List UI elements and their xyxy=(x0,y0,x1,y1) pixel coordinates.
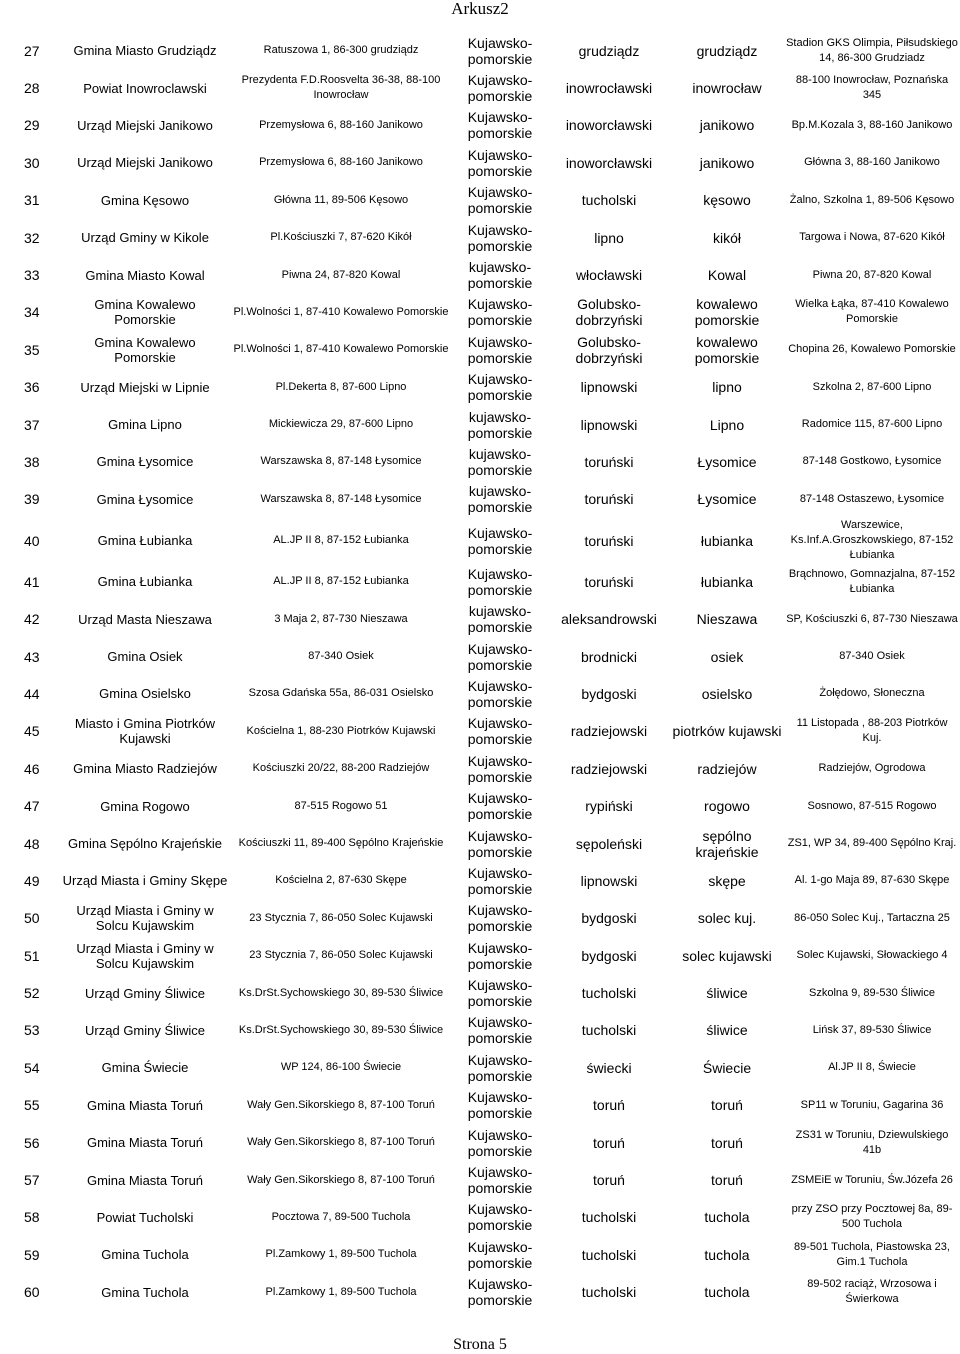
row-number-cell: 33 xyxy=(24,267,40,284)
location-cell: Piwna 20, 87-820 Kowal xyxy=(812,268,932,281)
county-cell: bydgoski xyxy=(581,685,637,702)
row-number-cell: 44 xyxy=(24,685,40,702)
entity-name-cell: Gmina Rogowo xyxy=(100,798,190,814)
table-row xyxy=(22,369,960,406)
voivodeship-cell: Kujawsko-pomorskie xyxy=(467,565,533,598)
location-cell: SP11 w Toruniu, Gagarina 36 xyxy=(800,1098,944,1111)
voivodeship-cell: Kujawsko-pomorskie xyxy=(467,1201,533,1234)
voivodeship-cell: Kujawsko-pomorskie xyxy=(467,1164,533,1197)
voivodeship-cell: Kujawsko-pomorskie xyxy=(467,333,533,366)
row-number-cell: 40 xyxy=(24,532,40,549)
entity-name-cell: Gmina Miasto Kowal xyxy=(85,267,205,283)
entity-name-cell: Powiat Inowroclawski xyxy=(83,80,207,96)
table-row xyxy=(22,638,960,675)
row-number-cell: 48 xyxy=(24,835,40,852)
table-row xyxy=(22,787,960,824)
entity-address-cell: 87-340 Osiek xyxy=(308,650,374,663)
row-number-cell: 49 xyxy=(24,872,40,889)
commune-cell: sępólno krajeńskie xyxy=(695,827,759,860)
entity-address-cell: Pl.Wolności 1, 87-410 Kowalewo Pomorskie xyxy=(233,305,449,318)
entity-address-cell: Pocztowa 7, 89-500 Tuchola xyxy=(271,1210,411,1223)
row-number-cell: 58 xyxy=(24,1209,40,1226)
county-cell: włocławski xyxy=(575,267,643,284)
entity-name-cell: Gmina Miasta Toruń xyxy=(86,1097,204,1113)
entity-name-cell: Urząd Miejski Janikowo xyxy=(77,117,213,133)
entity-address-cell: Kościelna 1, 88-230 Piotrków Kujawski xyxy=(246,724,436,737)
commune-cell: janikowo xyxy=(699,117,755,134)
entity-name-cell: Urząd Miejski w Lipnie xyxy=(80,379,210,395)
table-row xyxy=(22,294,960,331)
entity-name-cell: Urząd Miejski Janikowo xyxy=(77,155,213,171)
county-cell: aleksandrowski xyxy=(561,611,657,628)
county-cell: toruń xyxy=(593,1172,625,1189)
county-cell: tucholski xyxy=(581,192,637,209)
row-number-cell: 34 xyxy=(24,304,40,321)
location-cell: 88-100 Inowrocław, Poznańska 345 xyxy=(795,74,949,102)
county-cell: Golubsko-dobrzyński xyxy=(575,296,643,329)
data-table xyxy=(22,32,960,1311)
entity-name-cell: Urząd Miasta i Gminy Skępe xyxy=(62,873,228,889)
commune-cell: toruń xyxy=(711,1134,743,1151)
entity-name-cell: Gmina Tuchola xyxy=(101,1247,189,1263)
location-cell: 86-050 Solec Kuj., Tartaczna 25 xyxy=(794,911,950,924)
location-cell: Lińsk 37, 89-530 Śliwice xyxy=(812,1023,932,1036)
voivodeship-cell: Kujawsko-pomorskie xyxy=(467,1238,533,1271)
county-cell: inowrocławski xyxy=(565,80,653,97)
commune-cell: lipno xyxy=(712,379,742,396)
location-cell: Radomice 115, 87-600 Lipno xyxy=(801,418,943,431)
voivodeship-cell: Kujawsko-pomorskie xyxy=(467,1051,533,1084)
voivodeship-cell: Kujawsko-pomorskie xyxy=(467,715,533,748)
county-cell: radziejowski xyxy=(570,760,648,777)
row-number-cell: 54 xyxy=(24,1059,40,1076)
entity-address-cell: Kościuszki 11, 89-400 Sępólno Krajeńskie xyxy=(238,837,444,849)
county-cell: Golubsko-dobrzyński xyxy=(575,333,643,366)
voivodeship-cell: Kujawsko-pomorskie xyxy=(467,902,533,935)
county-cell: tucholski xyxy=(581,1246,637,1263)
table-row xyxy=(22,900,960,937)
table-row xyxy=(22,713,960,750)
voivodeship-cell: Kujawsko-pomorskie xyxy=(467,524,533,557)
voivodeship-cell: kujawsko-pomorskie xyxy=(467,483,533,516)
commune-cell: grudziądz xyxy=(696,42,758,59)
entity-name-cell: Gmina Miasta Toruń xyxy=(86,1172,204,1188)
location-cell: ZS1, WP 34, 89-400 Sępólno Kraj. xyxy=(787,837,957,849)
location-cell: 89-501 Tuchola, Piastowska 23, Gim.1 Tuchola xyxy=(794,1240,950,1268)
county-cell: tucholski xyxy=(581,1284,637,1301)
commune-cell: śliwice xyxy=(706,1022,748,1039)
voivodeship-cell: Kujawsko-pomorskie xyxy=(467,827,533,860)
location-cell: 87-148 Gostkowo, Łysomice xyxy=(802,455,942,468)
table-row xyxy=(22,974,960,1011)
voivodeship-cell: Kujawsko-pomorskie xyxy=(467,184,533,217)
row-number-cell: 55 xyxy=(24,1097,40,1114)
location-cell: 11 Listopada , 88-203 Piotrków Kuj. xyxy=(796,717,948,745)
table-row xyxy=(22,600,960,637)
voivodeship-cell: Kujawsko-pomorskie xyxy=(467,146,533,179)
table-row xyxy=(22,518,960,563)
voivodeship-cell: Kujawsko-pomorskie xyxy=(467,1089,533,1122)
table-row xyxy=(22,406,960,443)
row-number-cell: 52 xyxy=(24,985,40,1002)
entity-address-cell: 87-515 Rogowo 51 xyxy=(294,799,388,812)
row-number-cell: 27 xyxy=(24,42,40,59)
location-cell: Szkolna 9, 89-530 Śliwice xyxy=(809,986,935,999)
commune-cell: Świecie xyxy=(702,1059,752,1076)
commune-cell: osiek xyxy=(710,648,744,665)
entity-address-cell: Przemysłowa 6, 88-160 Janikowo xyxy=(259,118,423,131)
commune-cell: solec kuj. xyxy=(697,910,757,927)
location-cell: przy ZSO przy Pocztowej 8a, 89-500 Tuchola xyxy=(791,1203,953,1231)
entity-name-cell: Gmina Lipno xyxy=(108,417,182,433)
entity-name-cell: Gmina Łysomice xyxy=(96,454,194,470)
location-cell: Chopina 26, Kowalewo Pomorskie xyxy=(788,343,956,356)
entity-address-cell: Pl.Wolności 1, 87-410 Kowalewo Pomorskie xyxy=(233,343,449,356)
commune-cell: Nieszawa xyxy=(696,611,758,628)
row-number-cell: 42 xyxy=(24,611,40,628)
entity-name-cell: Urząd Gminy Śliwice xyxy=(85,1022,205,1038)
row-number-cell: 43 xyxy=(24,648,40,665)
table-row xyxy=(22,1161,960,1198)
row-number-cell: 53 xyxy=(24,1022,40,1039)
row-number-cell: 36 xyxy=(24,379,40,396)
entity-name-cell: Urząd Miasta i Gminy w Solcu Kujawskim xyxy=(76,940,214,971)
commune-cell: solec kujawski xyxy=(682,947,772,964)
table-row xyxy=(22,675,960,712)
commune-cell: kęsowo xyxy=(703,192,751,209)
table-row xyxy=(22,32,960,69)
entity-name-cell: Urząd Gminy w Kikole xyxy=(81,230,209,246)
county-cell: brodnicki xyxy=(580,648,638,665)
location-cell: Żalno, Szkolna 1, 89-506 Kęsowo xyxy=(789,193,955,206)
commune-cell: śliwice xyxy=(706,985,748,1002)
table-row xyxy=(22,144,960,181)
location-cell: Wielka Łąka, 87-410 Kowalewo Pomorskie xyxy=(795,298,949,326)
commune-cell: kowalewo pomorskie xyxy=(694,333,760,366)
table-row xyxy=(22,825,960,862)
entity-address-cell: Pl.Kościuszki 7, 87-620 Kikół xyxy=(270,231,412,244)
commune-cell: łubianka xyxy=(700,532,754,549)
entity-name-cell: Powiat Tucholski xyxy=(96,1209,194,1225)
county-cell: lipno xyxy=(594,229,624,246)
location-cell: Stadion GKS Olimpia, Piłsudskiego 14, 86-300 Grudziadz xyxy=(786,36,958,64)
voivodeship-cell: kujawsko-pomorskie xyxy=(467,408,533,441)
entity-name-cell: Gmina Miasto Radziejów xyxy=(73,761,217,777)
entity-address-cell: Pl.Dekerta 8, 87-600 Lipno xyxy=(275,380,407,393)
table-row xyxy=(22,107,960,144)
row-number-cell: 28 xyxy=(24,80,40,97)
location-cell: ZS31 w Toruniu, Dziewulskiego 41b xyxy=(795,1128,949,1156)
entity-address-cell: 23 Stycznia 7, 86-050 Solec Kujawski xyxy=(249,949,433,962)
entity-address-cell: Warszawska 8, 87-148 Łysomice xyxy=(260,455,422,468)
location-cell: Radziejów, Ogrodowa xyxy=(818,762,926,775)
county-cell: lipnowski xyxy=(580,872,638,889)
county-cell: sępoleński xyxy=(575,835,643,852)
table-row xyxy=(22,563,960,600)
table-row xyxy=(22,1087,960,1124)
entity-address-cell: Główna 11, 89-506 Kęsowo xyxy=(273,193,409,206)
entity-address-cell: Pl.Zamkowy 1, 89-500 Tuchola xyxy=(265,1248,417,1261)
location-cell: 89-502 raciąż, Wrzosowa i Świerkowa xyxy=(807,1278,937,1306)
entity-name-cell: Urząd Gminy Śliwice xyxy=(85,985,205,1001)
entity-address-cell: AL.JP II 8, 87-152 Łubianka xyxy=(273,575,409,588)
row-number-cell: 46 xyxy=(24,760,40,777)
voivodeship-cell: Kujawsko-pomorskie xyxy=(467,790,533,823)
commune-cell: inowrocław xyxy=(692,80,762,97)
table-row xyxy=(22,862,960,899)
county-cell: toruński xyxy=(584,573,634,590)
entity-name-cell: Gmina Kowalewo Pomorskie xyxy=(94,334,196,365)
row-number-cell: 59 xyxy=(24,1246,40,1263)
entity-name-cell: Gmina Osiek xyxy=(107,649,183,665)
location-cell: Warszewice, Ks.Inf.A.Groszkowskiego, 87-152 Łubianka xyxy=(790,519,954,562)
entity-address-cell: Pl.Zamkowy 1, 89-500 Tuchola xyxy=(265,1285,417,1298)
location-cell: ZSMEiE w Toruniu, Św.Józefa 26 xyxy=(791,1173,953,1186)
voivodeship-cell: Kujawsko-pomorskie xyxy=(467,939,533,972)
entity-address-cell: Mickiewicza 29, 87-600 Lipno xyxy=(268,418,414,431)
voivodeship-cell: Kujawsko-pomorskie xyxy=(467,371,533,404)
table-row xyxy=(22,937,960,974)
commune-cell: Łysomice xyxy=(697,453,757,470)
commune-cell: Kowal xyxy=(707,267,747,284)
commune-cell: toruń xyxy=(711,1172,743,1189)
row-number-cell: 56 xyxy=(24,1134,40,1151)
entity-address-cell: Ks.DrSt.Sychowskiego 30, 89-530 Śliwice xyxy=(238,986,444,999)
location-cell: Bp.M.Kozala 3, 88-160 Janikowo xyxy=(791,118,953,131)
commune-cell: radziejów xyxy=(697,760,757,777)
voivodeship-cell: Kujawsko-pomorskie xyxy=(467,1276,533,1309)
voivodeship-cell: kujawsko-pomorskie xyxy=(467,603,533,636)
location-cell: SP, Kościuszki 6, 87-730 Nieszawa xyxy=(786,612,958,625)
voivodeship-cell: kujawsko-pomorskie xyxy=(467,259,533,292)
commune-cell: tuchola xyxy=(704,1284,750,1301)
location-cell: Sosnowo, 87-515 Rogowo xyxy=(807,799,937,812)
entity-address-cell: Ks.DrSt.Sychowskiego 30, 89-530 Śliwice xyxy=(238,1023,444,1036)
commune-cell: piotrków kujawski xyxy=(672,723,782,740)
county-cell: tucholski xyxy=(581,1022,637,1039)
county-cell: toruński xyxy=(584,532,634,549)
county-cell: inoworcławski xyxy=(565,117,653,134)
entity-name-cell: Urząd Miasta i Gminy w Solcu Kujawskim xyxy=(76,903,214,934)
table-row xyxy=(22,1236,960,1273)
voivodeship-cell: Kujawsko-pomorskie xyxy=(467,1014,533,1047)
entity-address-cell: Kościelna 2, 87-630 Skępe xyxy=(275,874,407,887)
row-number-cell: 39 xyxy=(24,491,40,508)
entity-name-cell: Gmina Łubianka xyxy=(97,574,193,590)
table-row xyxy=(22,1199,960,1236)
county-cell: bydgoski xyxy=(581,947,637,964)
county-cell: inoworcławski xyxy=(565,154,653,171)
entity-address-cell: Kościuszki 20/22, 88-200 Radziejów xyxy=(252,762,430,775)
commune-cell: Lipno xyxy=(709,416,745,433)
entity-name-cell: Gmina Świecie xyxy=(101,1060,189,1076)
entity-name-cell: Urząd Masta Nieszawa xyxy=(78,611,212,627)
row-number-cell: 51 xyxy=(24,947,40,964)
row-number-cell: 47 xyxy=(24,798,40,815)
voivodeship-cell: Kujawsko-pomorskie xyxy=(467,221,533,254)
entity-address-cell: Szosa Gdańska 55a, 86-031 Osielsko xyxy=(248,687,434,700)
county-cell: świecki xyxy=(586,1059,632,1076)
location-cell: Szkolna 2, 87-600 Lipno xyxy=(812,380,932,393)
row-number-cell: 41 xyxy=(24,573,40,590)
location-cell: Brąchnowo, Gomnazjalna, 87-152 Łubianka xyxy=(788,567,956,595)
row-number-cell: 32 xyxy=(24,229,40,246)
row-number-cell: 57 xyxy=(24,1172,40,1189)
entity-address-cell: Warszawska 8, 87-148 Łysomice xyxy=(260,492,422,505)
commune-cell: skępe xyxy=(708,872,746,889)
location-cell: Al.JP II 8, Świecie xyxy=(828,1061,916,1074)
entity-name-cell: Gmina Łubianka xyxy=(97,533,193,549)
location-cell: Żołędowo, Słoneczna xyxy=(819,687,925,700)
commune-cell: osielsko xyxy=(701,685,753,702)
entity-name-cell: Gmina Łysomice xyxy=(96,491,194,507)
entity-name-cell: Gmina Sępólno Krajeńskie xyxy=(68,836,222,851)
entity-name-cell: Miasto i Gmina Piotrków Kujawski xyxy=(74,716,216,747)
table-row xyxy=(22,69,960,106)
county-cell: toruń xyxy=(593,1097,625,1114)
row-number-cell: 38 xyxy=(24,453,40,470)
voivodeship-cell: Kujawsko-pomorskie xyxy=(467,640,533,673)
entity-address-cell: Przemysłowa 6, 88-160 Janikowo xyxy=(259,156,423,169)
entity-address-cell: 23 Stycznia 7, 86-050 Solec Kujawski xyxy=(249,911,433,924)
row-number-cell: 37 xyxy=(24,416,40,433)
county-cell: rypiński xyxy=(585,798,633,815)
county-cell: lipnowski xyxy=(580,416,638,433)
entity-name-cell: Gmina Miasta Toruń xyxy=(86,1135,204,1151)
voivodeship-cell: Kujawsko-pomorskie xyxy=(467,677,533,710)
county-cell: tucholski xyxy=(581,1209,637,1226)
entity-name-cell: Gmina Osielsko xyxy=(99,686,191,702)
table-row xyxy=(22,443,960,480)
table-row xyxy=(22,481,960,518)
voivodeship-cell: Kujawsko-pomorskie xyxy=(467,752,533,785)
location-cell: Al. 1-go Maja 89, 87-630 Skępe xyxy=(794,874,950,887)
location-cell: Targowa i Nowa, 87-620 Kikół xyxy=(799,231,945,244)
entity-address-cell: Prezydenta F.D.Roosvelta 36-38, 88-100 Inowrocław xyxy=(241,74,441,102)
row-number-cell: 31 xyxy=(24,192,40,209)
row-number-cell: 35 xyxy=(24,341,40,358)
entity-address-cell: AL.JP II 8, 87-152 Łubianka xyxy=(273,534,409,547)
voivodeship-cell: Kujawsko-pomorskie xyxy=(467,864,533,897)
entity-address-cell: Piwna 24, 87-820 Kowal xyxy=(281,268,401,281)
row-number-cell: 45 xyxy=(24,723,40,740)
voivodeship-cell: Kujawsko-pomorskie xyxy=(467,1126,533,1159)
commune-cell: kikół xyxy=(712,229,741,246)
entity-address-cell: Wały Gen.Sikorskiego 8, 87-100 Toruń xyxy=(247,1136,435,1149)
table-row xyxy=(22,1012,960,1049)
table-row xyxy=(22,331,960,368)
voivodeship-cell: Kujawsko-pomorskie xyxy=(467,72,533,105)
page-footer: Strona 5 xyxy=(453,1336,507,1353)
table-row xyxy=(22,750,960,787)
row-number-cell: 60 xyxy=(24,1284,40,1301)
county-cell: lipnowski xyxy=(580,379,638,396)
entity-name-cell: Gmina Miasto Grudziądz xyxy=(73,43,217,59)
county-cell: toruński xyxy=(584,453,634,470)
entity-address-cell: Ratuszowa 1, 86-300 grudziądz xyxy=(263,44,419,57)
county-cell: toruń xyxy=(593,1134,625,1151)
entity-name-cell: Gmina Tuchola xyxy=(101,1284,189,1300)
voivodeship-cell: kujawsko-pomorskie xyxy=(467,445,533,478)
table-row xyxy=(22,1049,960,1086)
location-cell: Główna 3, 88-160 Janikowo xyxy=(804,156,940,169)
commune-cell: kowalewo pomorskie xyxy=(694,296,760,329)
entity-name-cell: Gmina Kowalewo Pomorskie xyxy=(94,297,196,328)
row-number-cell: 50 xyxy=(24,910,40,927)
entity-address-cell: WP 124, 86-100 Świecie xyxy=(280,1061,402,1074)
county-cell: bydgoski xyxy=(581,910,637,927)
row-number-cell: 29 xyxy=(24,117,40,134)
commune-cell: rogowo xyxy=(704,798,750,815)
table-row xyxy=(22,1124,960,1161)
county-cell: grudziądz xyxy=(578,42,640,59)
table-row xyxy=(22,219,960,256)
voivodeship-cell: Kujawsko-pomorskie xyxy=(467,109,533,142)
voivodeship-cell: Kujawsko-pomorskie xyxy=(467,296,533,329)
commune-cell: toruń xyxy=(711,1097,743,1114)
sheet-title: Arkusz2 xyxy=(451,0,509,18)
commune-cell: tuchola xyxy=(704,1209,750,1226)
county-cell: toruński xyxy=(584,491,634,508)
entity-address-cell: Wały Gen.Sikorskiego 8, 87-100 Toruń xyxy=(247,1098,435,1111)
row-number-cell: 30 xyxy=(24,154,40,171)
location-cell: 87-340 Osiek xyxy=(839,650,905,663)
location-cell: 87-148 Ostaszewo, Łysomice xyxy=(799,492,945,505)
entity-address-cell: Wały Gen.Sikorskiego 8, 87-100 Toruń xyxy=(247,1173,435,1186)
location-cell: Solec Kujawski, Słowackiego 4 xyxy=(796,949,948,962)
commune-cell: tuchola xyxy=(704,1246,750,1263)
table-row xyxy=(22,256,960,293)
voivodeship-cell: Kujawsko-pomorskie xyxy=(467,34,533,67)
table-row xyxy=(22,1274,960,1311)
commune-cell: łubianka xyxy=(700,573,754,590)
table-row xyxy=(22,182,960,219)
county-cell: tucholski xyxy=(581,985,637,1002)
commune-cell: Łysomice xyxy=(697,491,757,508)
voivodeship-cell: Kujawsko-pomorskie xyxy=(467,977,533,1010)
county-cell: radziejowski xyxy=(570,723,648,740)
commune-cell: janikowo xyxy=(699,154,755,171)
entity-name-cell: Gmina Kęsowo xyxy=(100,192,190,208)
entity-address-cell: 3 Maja 2, 87-730 Nieszawa xyxy=(274,612,408,625)
